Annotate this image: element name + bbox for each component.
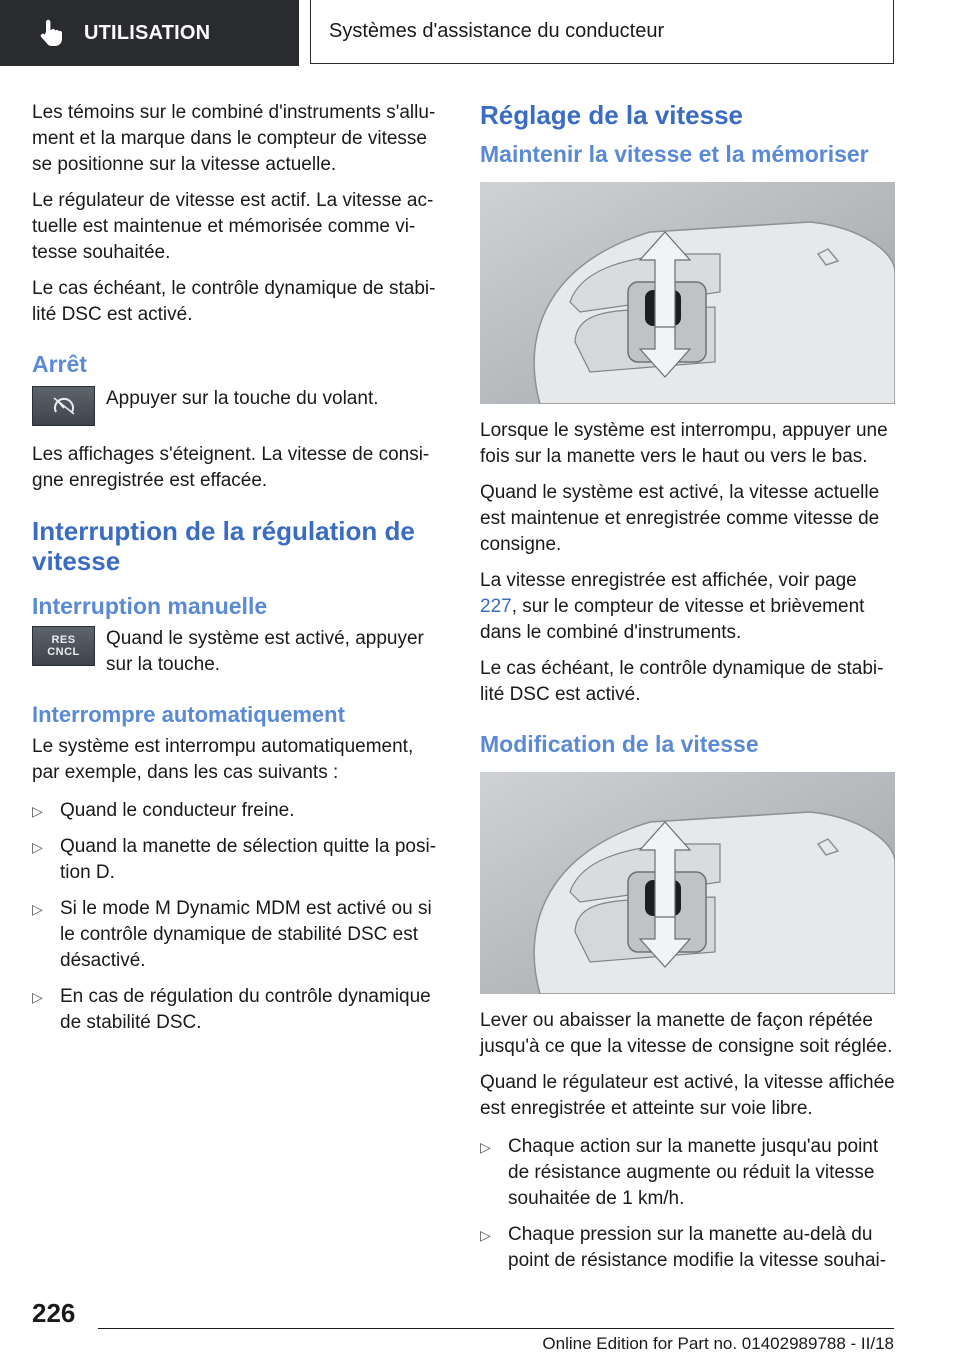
instruction-text: Appuyer sur la touche du volant.: [106, 388, 379, 409]
steering-wheel-lever-photo: [480, 772, 895, 994]
chapter-title: Systèmes d'assistance du conducteur: [310, 0, 894, 64]
triangle-bullet-icon: ▷: [32, 803, 43, 819]
left-column: [32, 100, 440, 1046]
list-item: ▷ Quand la manette de sélection quitte la position D.: [32, 836, 437, 883]
modification-list: [480, 1134, 895, 1274]
list-item: ▷ Quand le conducteur freine.: [32, 798, 440, 824]
triangle-bullet-icon: ▷: [32, 839, 43, 855]
page-number: 226: [32, 1298, 76, 1328]
paragraph: Le cas échéant, le contrôle dynamique de stabilité DSC est activé.: [32, 278, 436, 325]
cruise-control-off-icon: [32, 386, 95, 426]
paragraph: Lever ou abaisser la manette de façon répétée jusqu'à ce que la vitesse de consigne soit réglée.: [480, 1010, 893, 1057]
section-tab: [0, 0, 299, 66]
triangle-bullet-icon: ▷: [32, 901, 43, 917]
heading-manuelle: Interruption manuelle: [32, 593, 268, 619]
heading-maintenir: Maintenir la vitesse et la mémoriser: [480, 141, 869, 167]
paragraph: Les affichages s'éteignent. La vitesse de consigne enregistrée est effacée.: [32, 444, 430, 491]
paragraph: Le cas échéant, le contrôle dynamique de stabilité DSC est activé.: [480, 658, 884, 705]
paragraph: Le système est interrompu automatiquement, par exemple, dans les cas suivants :: [32, 736, 414, 783]
heading-arret: Arrêt: [32, 351, 87, 377]
res-label: RES: [51, 634, 76, 646]
paragraph: Le régulateur de vitesse est actif. La vitesse actuelle est maintenue et mémorisée comme vitesse souhaitée.: [32, 190, 434, 263]
heading-reglage: Réglage de la vitesse: [480, 100, 744, 130]
steering-wheel-lever-photo: [480, 182, 895, 404]
manuelle-instruction: [32, 626, 440, 678]
triangle-bullet-icon: ▷: [32, 989, 43, 1005]
edition-info: Online Edition for Part no. 01402989788 - II/18: [542, 1334, 894, 1353]
hand-pointer-icon: [38, 18, 64, 48]
list-item: ▷ En cas de régulation du contrôle dynamique de stabilité DSC.: [32, 986, 431, 1033]
page-header: [0, 0, 960, 66]
paragraph: Quand le régulateur est activé, la vitesse affichée est enregistrée et atteinte sur voie libre.: [480, 1072, 895, 1119]
list-item: ▷ Si le mode M Dynamic MDM est activé ou si le contrôle dynamique de stabilité DSC est désactivé.: [32, 898, 432, 971]
footer-divider: [98, 1328, 894, 1329]
heading-modification: Modification de la vitesse: [480, 731, 759, 757]
right-column: [480, 100, 895, 1284]
arret-instruction: [32, 386, 440, 426]
list-item: ▷ Chaque pression sur la manette au-delà du point de résistance modifie la vitesse souhai-: [480, 1224, 887, 1271]
paragraph: Quand le système est activé, la vitesse actuelle est maintenue et enregistrée comme vitesse de consigne.: [480, 482, 880, 555]
auto-list: [32, 798, 440, 1036]
triangle-bullet-icon: ▷: [480, 1139, 491, 1155]
triangle-bullet-icon: ▷: [480, 1227, 491, 1243]
instruction-text: Quand le système est activé, appuyer sur la touche.: [106, 628, 424, 675]
paragraph: Les témoins sur le combiné d'instruments s'allument et la marque dans le compteur de vitesse se positionne sur la vitesse actuelle.: [32, 102, 436, 175]
heading-auto: Interrompre automatiquement: [32, 702, 345, 727]
cncl-label: CNCL: [47, 646, 80, 658]
heading-interruption: Interruption de la régulation de vitesse: [32, 516, 415, 576]
section-label: UTILISATION: [84, 21, 211, 44]
res-cncl-button-icon: [32, 626, 95, 666]
page-reference-link[interactable]: 227: [480, 596, 512, 617]
list-item: ▷ Chaque action sur la manette jusqu'au point de résistance augmente ou réduit la vitesse souhaitée de 1 km/h.: [480, 1136, 879, 1209]
paragraph: La vitesse enregistrée est affichée, voir page 227, sur le compteur de vitesse et brièvement dans le combiné d'instruments.: [480, 570, 865, 643]
paragraph: Lorsque le système est interrompu, appuyer une fois sur la manette vers le haut ou vers le bas.: [480, 420, 888, 467]
